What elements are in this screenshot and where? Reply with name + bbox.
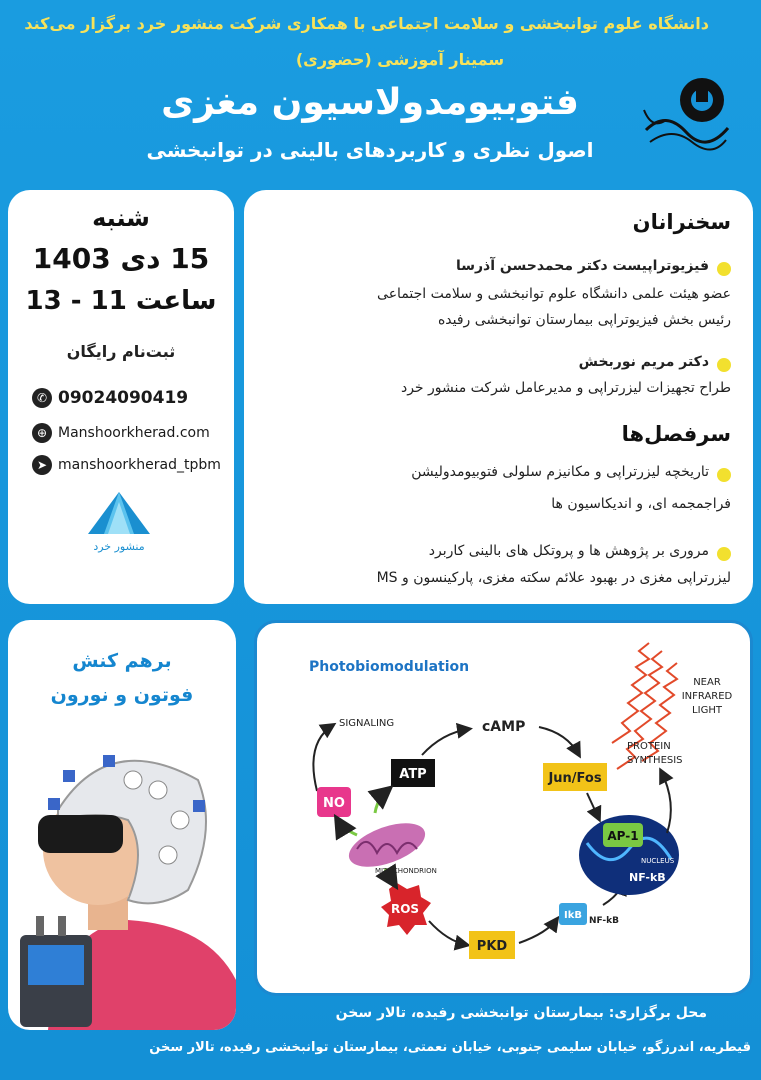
topic1-line2: فراجمجمه ای، و اندیکاسیون ها (551, 496, 731, 512)
atp-label: ATP (399, 767, 427, 782)
signaling-label: SIGNALING (339, 718, 395, 729)
nir-label-2: INFRARED (681, 691, 733, 702)
topic2-line2: لیزرتراپی مغزی در بهبود علائم سکته مغزی، پارکینسون و MS (376, 570, 731, 586)
topic2-line1: مروری بر پژوهش ها و پروتکل های بالینی کاربرد (428, 543, 709, 559)
event-date: 15 دی 1403 (32, 242, 210, 275)
speaker2-name: دکتر مریم نوربخش (578, 354, 709, 370)
manshoor-kherad-logo (84, 488, 154, 568)
header (0, 0, 761, 185)
logo-text: منشور خرد (93, 540, 145, 553)
event-day: شنبه (92, 204, 150, 232)
bullet-icon (717, 468, 731, 482)
topic1-line1: تاریخچه لیزرتراپی و مکانیزم سلولی فتوبیومدولیشن (411, 464, 709, 480)
diagram-title: Photobiomodulation (309, 659, 470, 675)
pbm-pathway-diagram (257, 623, 750, 993)
speakers-card (244, 190, 753, 604)
child-with-helmet-image (8, 720, 236, 1030)
nfkb-label: NF-kB (629, 871, 666, 884)
ap1-label: AP-1 (607, 829, 639, 843)
ikb-label: IkB (564, 910, 582, 921)
speaker1-role1: عضو هیئت علمی دانشگاه علوم توانبخشی و سلامت اجتماعی (377, 286, 731, 302)
junfos-label: Jun/Fos (548, 771, 602, 786)
bullet-icon (717, 358, 731, 372)
photo-title-1: برهم کنش (72, 650, 172, 672)
protein-label-1: PROTEIN (627, 741, 671, 752)
event-time: ساعت 11 - 13 (25, 286, 217, 316)
university-logo (636, 70, 736, 160)
no-label: NO (323, 796, 345, 811)
event-info-card (8, 190, 234, 604)
phone-contact[interactable] (32, 388, 188, 408)
website-contact[interactable] (32, 423, 210, 443)
phone-icon: ✆ (32, 388, 52, 408)
nir-label-3: LIGHT (692, 705, 722, 716)
speaker1-name: فیزیوتراپیست دکتر محمدحسن آذرسا (455, 258, 709, 274)
topics-heading: سرفصل‌ها (621, 422, 731, 446)
camp-label: cAMP (482, 719, 526, 735)
address-line: قیطریه، اندرزگو، خیابان سلیمی جنوبی، خیابان نعمتی، بیمارستان توانبخشی رفیده، تالار سخن (149, 1040, 751, 1055)
ros-label: ROS (390, 902, 420, 916)
page-title: فتوبیومدولاسیون مغزی (161, 82, 579, 123)
nfkb-small-label: NF-kB (589, 916, 619, 926)
speaker1-role2: رئیس بخش فیزیوتراپی بیمارستان توانبخشی رفیده (437, 312, 731, 328)
nir-label-1: NEAR (693, 677, 721, 688)
speakers-heading: سخنرانان (632, 210, 731, 234)
pkd-label: PKD (476, 939, 508, 954)
organizer-line: دانشگاه علوم توانبخشی و سلامت اجتماعی با همکاری شرکت منشور خرد برگزار می‌کند (24, 14, 709, 33)
mitochondrion-label: MITOCHONDRION (375, 867, 437, 875)
speaker2-role: طراح تجهیزات لیزرتراپی و مدیرعامل شرکت منشور خرد (400, 380, 731, 396)
venue-line: محل برگزاری: بیمارستان توانبخشی رفیده، تالار سخن (335, 1005, 707, 1021)
globe-icon: ⊕ (32, 423, 52, 443)
photo-card (8, 620, 236, 1030)
pbm-diagram-card (254, 620, 753, 996)
phone-number: 09024090419 (58, 388, 189, 408)
page-subtitle: اصول نظری و کاربردهای بالینی در توانبخشی (146, 138, 594, 162)
registration-note: ثبت‌نام رایگان (66, 342, 176, 361)
seminar-type: سمینار آموزشی (حضوری) (295, 50, 505, 69)
protein-label-2: SYNTHESIS (627, 755, 683, 766)
bullet-icon (717, 547, 731, 561)
telegram-contact[interactable] (32, 455, 221, 475)
telegram-icon: ➤ (32, 455, 52, 475)
website-link: Manshoorkherad.com (58, 425, 210, 441)
bullet-icon (717, 262, 731, 276)
nucleus-label: NUCLEUS (641, 857, 675, 865)
telegram-handle: manshoorkherad_tpbm (58, 457, 221, 473)
photo-title-2: فوتون و نورون (50, 684, 194, 706)
